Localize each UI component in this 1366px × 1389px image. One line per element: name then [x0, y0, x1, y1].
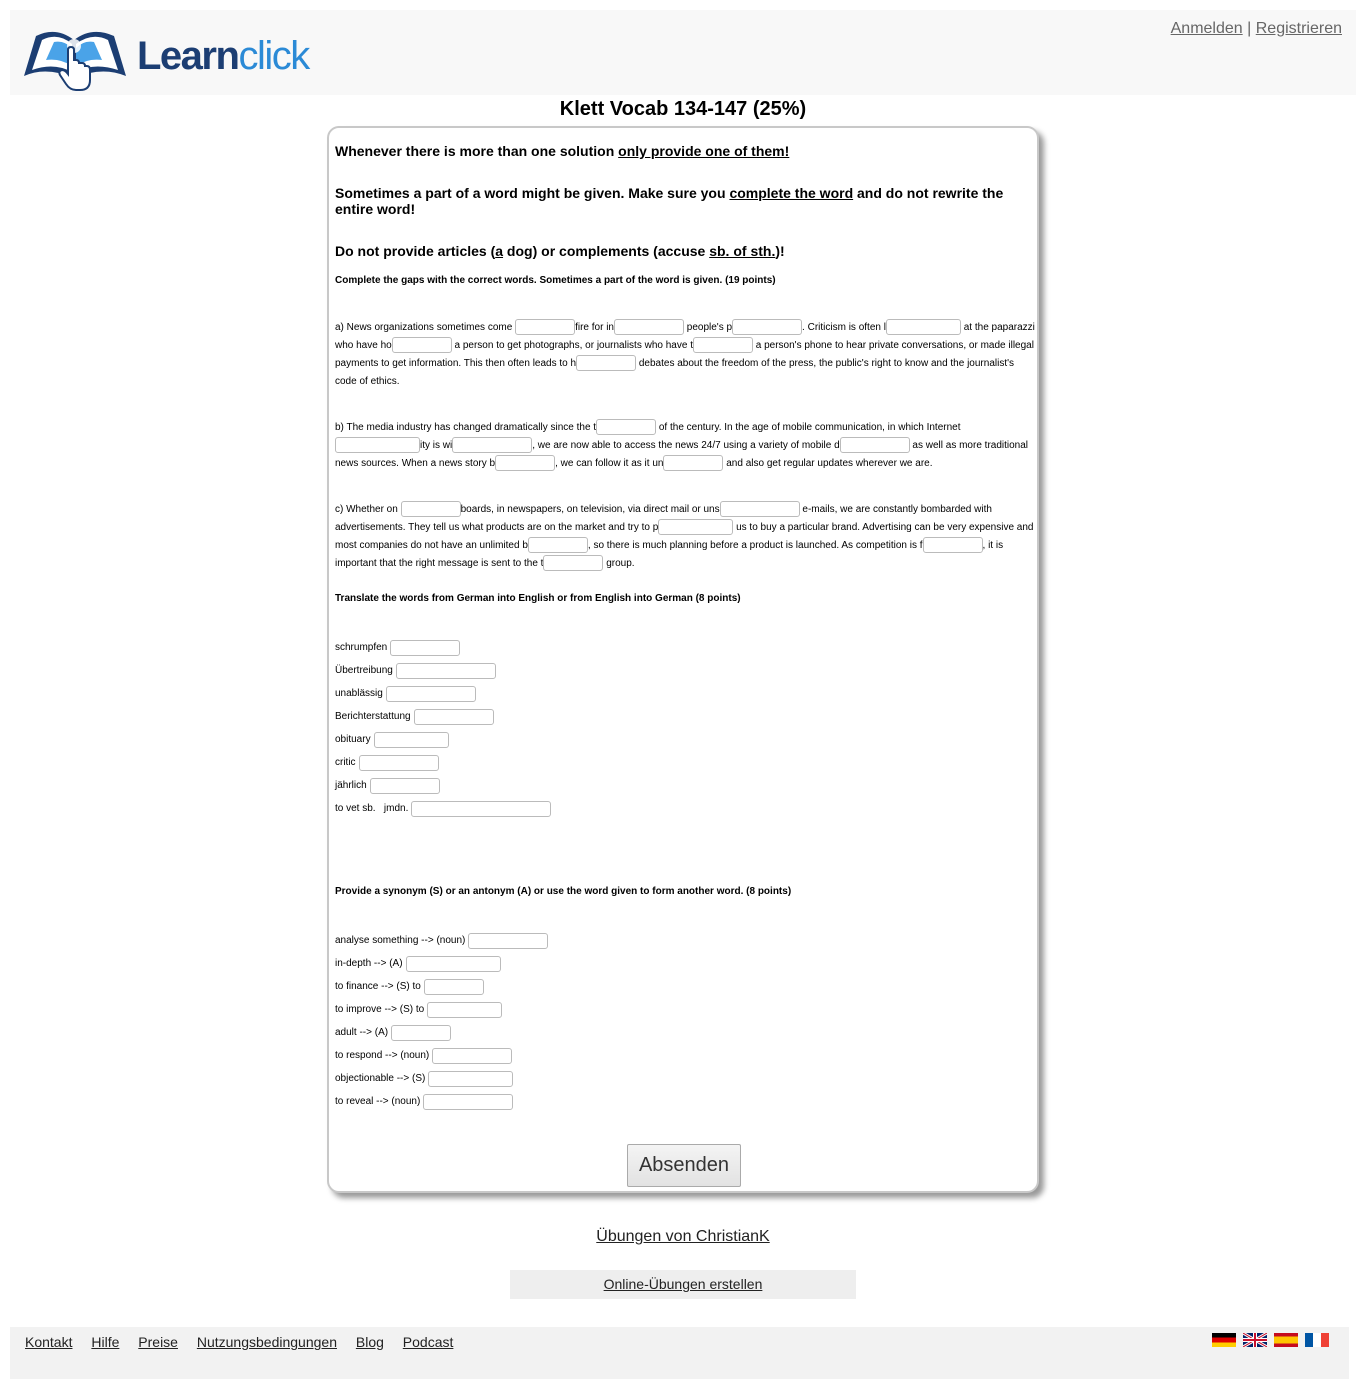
translation-row — [335, 636, 1035, 659]
exercise-content — [335, 143, 1035, 1113]
wordform-row — [335, 1090, 1035, 1113]
instruction-emphasis: a — [495, 243, 504, 259]
wordform-prompt: to improve --> (S) to — [335, 1004, 425, 1015]
register-link[interactable]: Registrieren — [1255, 20, 1342, 37]
gap-input[interactable] — [528, 537, 588, 553]
gap-text: a) News organizations sometimes come — [335, 322, 516, 333]
gap-input[interactable] — [452, 437, 532, 453]
translation-input[interactable] — [390, 640, 460, 656]
logo-click: click — [238, 33, 309, 78]
instruction-text: Do not provide articles ( — [335, 243, 496, 259]
wordform-row — [335, 952, 1035, 975]
open-book-hand-icon — [16, 20, 131, 92]
auth-separator: | — [1247, 20, 1252, 37]
wordform-row — [335, 929, 1035, 952]
learnclick-logo[interactable] — [16, 20, 316, 92]
wordform-prompt: adult --> (A) — [335, 1027, 389, 1038]
uk-flag-icon[interactable] — [1243, 1333, 1267, 1347]
page-title: Klett Vocab 134-147 (25%) — [559, 98, 807, 120]
gap-input[interactable] — [663, 455, 723, 471]
german-flag-icon[interactable] — [1212, 1333, 1236, 1347]
translation-prompt: to vet sb. jmdn. — [335, 803, 409, 814]
gap-input[interactable] — [693, 337, 753, 353]
gap-input[interactable] — [392, 337, 452, 353]
section1-heading: Complete the gaps with the correct words. Sometimes a part of the word is given. (19 points) — [335, 275, 776, 286]
gap-text: , we are now able to access the news 24/7 using a variety of mobile d — [532, 440, 840, 451]
paragraph-a — [335, 319, 1035, 391]
exercises-by-author-link[interactable]: Übungen von ChristianK — [596, 1228, 770, 1245]
wordform-row — [335, 1021, 1035, 1044]
instruction-complete-word — [335, 185, 1035, 217]
translation-prompt: obituary — [335, 734, 371, 745]
wordform-prompt: to finance --> (S) to — [335, 981, 421, 992]
gap-input[interactable] — [596, 419, 656, 435]
footer-link-kontakt[interactable]: Kontakt — [25, 1334, 73, 1350]
wordform-prompt: in-depth --> (A) — [335, 958, 403, 969]
gap-text: b) The media industry has changed dramatically since the t — [335, 422, 597, 433]
translation-row — [335, 751, 1035, 774]
instruction-text: )! — [775, 243, 785, 259]
section3-heading: Provide a synonym (S) or an antonym (A) or use the word given to form another word. (8 points) — [335, 886, 792, 897]
site-footer — [10, 1327, 1349, 1379]
submit-button[interactable]: Absenden — [627, 1144, 741, 1187]
translation-row — [335, 774, 1035, 797]
wordform-prompt: objectionable --> (S) — [335, 1073, 426, 1084]
gap-input[interactable] — [576, 355, 636, 371]
gap-input[interactable] — [543, 555, 603, 571]
gap-text: , we can follow it as it un — [555, 458, 664, 469]
instruction-text: dog) or complements (accuse — [503, 243, 710, 259]
login-link[interactable]: Anmelden — [1170, 20, 1243, 37]
instruction-emphasis: complete the word — [729, 185, 854, 201]
wordform-input[interactable] — [423, 1094, 513, 1110]
gap-input[interactable] — [614, 319, 684, 335]
translation-prompt: unablässig — [335, 688, 383, 699]
gap-input[interactable] — [495, 455, 555, 471]
translation-prompt: Berichterstattung — [335, 711, 411, 722]
translation-input[interactable] — [396, 663, 496, 679]
translation-input[interactable] — [374, 732, 449, 748]
gap-input[interactable] — [732, 319, 802, 335]
wordform-row — [335, 998, 1035, 1021]
gap-text: fire for in — [575, 322, 614, 333]
wordform-list — [335, 929, 1035, 1113]
translation-input[interactable] — [359, 755, 439, 771]
gap-text: c) Whether on — [335, 504, 401, 515]
translation-prompt: Übertreibung — [335, 665, 393, 676]
translation-prompt: schrumpfen — [335, 642, 388, 653]
instruction-text: Whenever there is more than one solution — [335, 143, 619, 159]
paragraph-b — [335, 419, 1035, 473]
create-exercises-link[interactable]: Online-Übungen erstellen — [603, 1276, 763, 1292]
gap-input[interactable] — [658, 519, 733, 535]
gap-text: boards, in newspapers, on television, via direct mail or uns — [460, 504, 720, 515]
translation-list — [335, 636, 1035, 820]
french-flag-icon[interactable] — [1305, 1333, 1329, 1347]
instruction-text: and do not rewrite the entire word! — [335, 185, 1004, 217]
auth-links — [1171, 20, 1342, 38]
gap-text: group. — [603, 558, 635, 569]
wordform-input[interactable] — [391, 1025, 451, 1041]
wordform-input[interactable] — [406, 956, 501, 972]
wordform-row — [335, 1044, 1035, 1067]
gap-text: , so there is much planning before a product is launched. As competition is f — [587, 540, 923, 551]
logo-wordmark — [137, 34, 309, 79]
footer-links — [25, 1334, 468, 1350]
gap-text: and also get regular updates wherever we are. — [723, 458, 933, 469]
exercises-by-author — [0, 1228, 1366, 1246]
gap-input[interactable] — [840, 437, 910, 453]
instruction-emphasis: only provide one of them! — [618, 143, 790, 159]
gap-text: , it is important that the right message is sent to the t — [335, 540, 1004, 569]
translation-row — [335, 797, 1035, 820]
instruction-one-solution — [335, 143, 1035, 159]
wordform-input[interactable] — [428, 1071, 513, 1087]
gap-text: a person's phone to hear private conversations, or made illegal payments to get information. This then often leads to h — [335, 340, 1034, 369]
instruction-text: Sometimes a part of a word might be given. Make sure you — [335, 185, 730, 201]
wordform-input[interactable] — [468, 933, 548, 949]
gap-input[interactable] — [923, 537, 983, 553]
gap-text: debates about the freedom of the press, the public's right to know and the journalist's code of ethics. — [335, 358, 1015, 387]
site-header — [10, 10, 1356, 95]
gap-text: a person to get photographs, or journalists who have t — [451, 340, 693, 351]
create-exercises-banner — [510, 1270, 856, 1299]
footer-link-nutzungsbedingungen[interactable]: Nutzungsbedingungen — [196, 1334, 337, 1350]
translation-row — [335, 659, 1035, 682]
gap-input[interactable] — [401, 501, 461, 517]
gap-text: people's p — [683, 322, 733, 333]
footer-link-preise[interactable]: Preise — [138, 1334, 178, 1350]
footer-link-hilfe[interactable]: Hilfe — [91, 1334, 120, 1350]
wordform-input[interactable] — [424, 979, 484, 995]
wordform-prompt: analyse something --> (noun) — [335, 935, 466, 946]
section2-heading: Translate the words from German into English or from English into German (8 points) — [335, 593, 741, 604]
gap-text: us to buy a particular brand. Advertising can be very expensive and most companies do not have an unlimited b — [335, 522, 1034, 551]
logo-learn: Learn — [137, 33, 239, 78]
gap-text: of the century. In the age of mobile communication, in which Internet — [656, 422, 961, 433]
wordform-input[interactable] — [432, 1048, 512, 1064]
gap-input[interactable] — [335, 437, 420, 453]
wordform-row — [335, 975, 1035, 998]
translation-input[interactable] — [411, 801, 551, 817]
gap-text: . Criticism is often l — [802, 322, 886, 333]
gap-text: e-mails, we are constantly bombarded with advertisements. They tell us what products are on the market and try to p — [335, 504, 992, 533]
instruction-emphasis: sb. of sth. — [709, 243, 776, 259]
gap-input[interactable] — [886, 319, 961, 335]
translation-row — [335, 682, 1035, 705]
wordform-input[interactable] — [427, 1002, 502, 1018]
gap-input[interactable] — [720, 501, 800, 517]
gap-input[interactable] — [515, 319, 575, 335]
gap-text: as well as more traditional news sources. When a news story b — [335, 440, 1029, 469]
translation-row — [335, 728, 1035, 751]
exercise-card — [327, 126, 1039, 1193]
instruction-no-articles — [335, 243, 1035, 259]
translation-input[interactable] — [414, 709, 494, 725]
wordform-prompt: to respond --> (noun) — [335, 1050, 430, 1061]
translation-prompt: jährlich — [335, 780, 367, 791]
translation-prompt: critic — [335, 757, 356, 768]
wordform-prompt: to reveal --> (noun) — [335, 1096, 421, 1107]
translation-input[interactable] — [370, 778, 440, 794]
gap-text: at the paparazzi who have ho — [335, 322, 1035, 351]
footer-link-podcast[interactable]: Podcast — [402, 1334, 454, 1350]
gap-text: ity is wi — [420, 440, 453, 451]
paragraph-c — [335, 501, 1035, 573]
wordform-row — [335, 1067, 1035, 1090]
translation-row — [335, 705, 1035, 728]
footer-link-blog[interactable]: Blog — [355, 1334, 384, 1350]
spanish-flag-icon[interactable] — [1274, 1333, 1298, 1347]
translation-input[interactable] — [386, 686, 476, 702]
language-flags — [1212, 1333, 1329, 1347]
